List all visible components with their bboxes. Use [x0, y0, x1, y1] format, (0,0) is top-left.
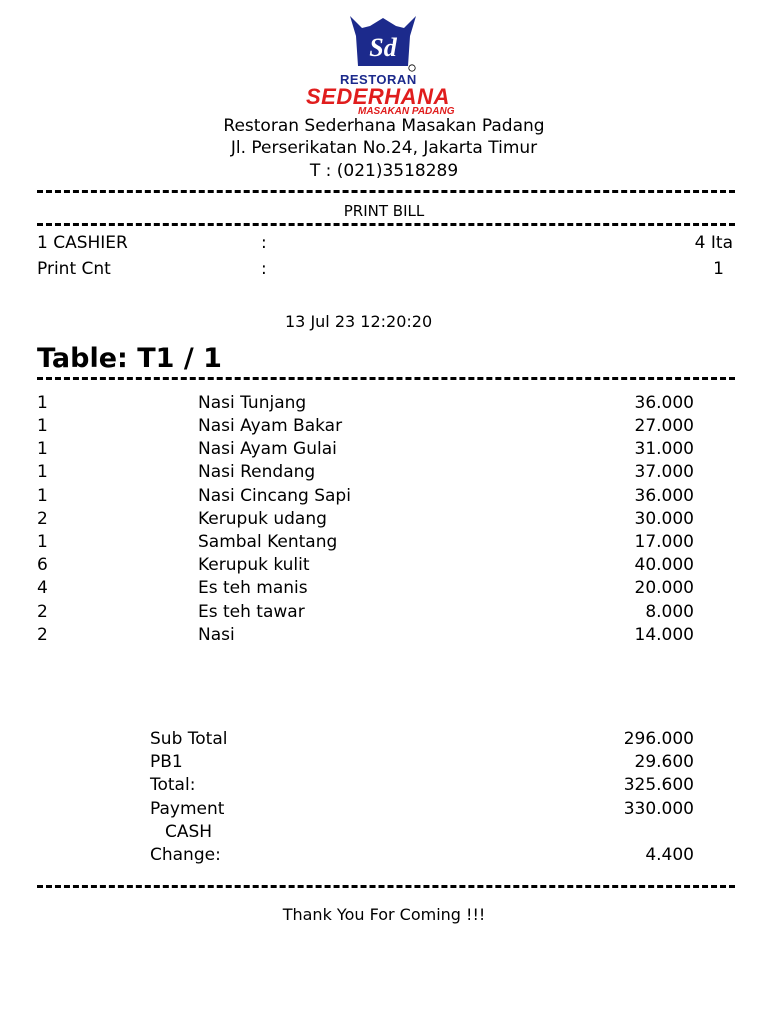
item-qty: 1 — [37, 486, 48, 506]
item-name: Kerupuk udang — [198, 509, 327, 529]
logo-restoran-text: RESTORAN — [340, 72, 417, 87]
payment-value: 330.000 — [623, 799, 694, 819]
list-item — [0, 508, 768, 531]
footer-message: Thank You For Coming !!! — [282, 905, 486, 924]
item-price: 20.000 — [634, 578, 694, 598]
item-name: Nasi Tunjang — [198, 393, 307, 413]
list-item — [0, 392, 768, 415]
item-price: 14.000 — [634, 625, 694, 645]
subtotal-value: 296.000 — [623, 729, 694, 749]
divider — [37, 190, 735, 193]
payment-label: Payment — [150, 799, 225, 819]
item-qty: 1 — [37, 393, 48, 413]
item-qty: 2 — [37, 625, 48, 645]
list-item — [0, 577, 768, 600]
list-item — [0, 531, 768, 554]
item-name: Nasi — [198, 625, 235, 645]
table-label: Table: T1 / 1 — [37, 343, 222, 374]
logo-masakan-padang-text: MASAKAN PADANG — [358, 106, 455, 117]
list-item — [0, 601, 768, 624]
restaurant-phone: T : (021)3518289 — [309, 161, 459, 181]
bill-datetime: 13 Jul 23 12:20:20 — [285, 312, 433, 331]
item-price: 27.000 — [634, 416, 694, 436]
change-value: 4.400 — [645, 845, 694, 865]
payment-method-row — [0, 821, 768, 844]
change-row — [0, 844, 768, 867]
list-item — [0, 461, 768, 484]
item-name: Kerupuk kulit — [198, 555, 310, 575]
item-price: 36.000 — [634, 393, 694, 413]
tax-row — [0, 751, 768, 774]
info-label: 1 CASHIER — [37, 233, 128, 253]
logo-sederhana-text: SEDERHANA — [306, 84, 450, 109]
item-qty: 1 — [37, 462, 48, 482]
divider — [37, 377, 735, 380]
item-qty: 4 — [37, 578, 48, 598]
tax-label: PB1 — [150, 752, 183, 772]
list-item — [0, 485, 768, 508]
item-name: Es teh tawar — [198, 602, 305, 622]
restaurant-logo — [300, 14, 468, 117]
restaurant-name: Restoran Sederhana Masakan Padang — [223, 116, 545, 136]
divider — [37, 223, 735, 226]
item-price: 36.000 — [634, 486, 694, 506]
item-qty: 2 — [37, 602, 48, 622]
tax-value: 29.600 — [634, 752, 694, 772]
item-qty: 1 — [37, 532, 48, 552]
item-name: Nasi Rendang — [198, 462, 316, 482]
item-qty: 1 — [37, 439, 48, 459]
item-name: Sambal Kentang — [198, 532, 338, 552]
item-price: 37.000 — [634, 462, 694, 482]
item-name: Nasi Cincang Sapi — [198, 486, 351, 506]
total-row — [0, 774, 768, 797]
list-item — [0, 554, 768, 577]
list-item — [0, 624, 768, 647]
svg-text:Sd: Sd — [369, 33, 397, 62]
bill-title: PRINT BILL — [343, 202, 425, 220]
info-label: Print Cnt — [37, 259, 111, 279]
item-price: 30.000 — [634, 509, 694, 529]
item-qty: 6 — [37, 555, 48, 575]
item-price: 31.000 — [634, 439, 694, 459]
info-separator: : — [261, 259, 267, 279]
sd-emblem-icon — [348, 14, 418, 72]
item-name: Nasi Ayam Bakar — [198, 416, 343, 436]
divider — [37, 885, 735, 888]
list-item — [0, 415, 768, 438]
item-name: Es teh manis — [198, 578, 308, 598]
change-label: Change: — [150, 845, 221, 865]
info-value: 1 — [713, 259, 724, 279]
list-item — [0, 438, 768, 461]
item-price: 17.000 — [634, 532, 694, 552]
item-price: 8.000 — [645, 602, 694, 622]
info-row-print-count — [0, 258, 768, 281]
total-label: Total: — [150, 775, 196, 795]
restaurant-address: Jl. Perserikatan No.24, Jakarta Timur — [230, 138, 538, 158]
payment-method: CASH — [165, 822, 213, 842]
item-qty: 2 — [37, 509, 48, 529]
subtotal-row — [0, 728, 768, 751]
info-separator: : — [261, 233, 267, 253]
item-name: Nasi Ayam Gulai — [198, 439, 337, 459]
total-value: 325.600 — [623, 775, 694, 795]
subtotal-label: Sub Total — [150, 729, 228, 749]
info-value: 4 Ita — [694, 233, 733, 253]
item-qty: 1 — [37, 416, 48, 436]
info-row-cashier — [0, 232, 768, 255]
item-price: 40.000 — [634, 555, 694, 575]
payment-row — [0, 798, 768, 821]
